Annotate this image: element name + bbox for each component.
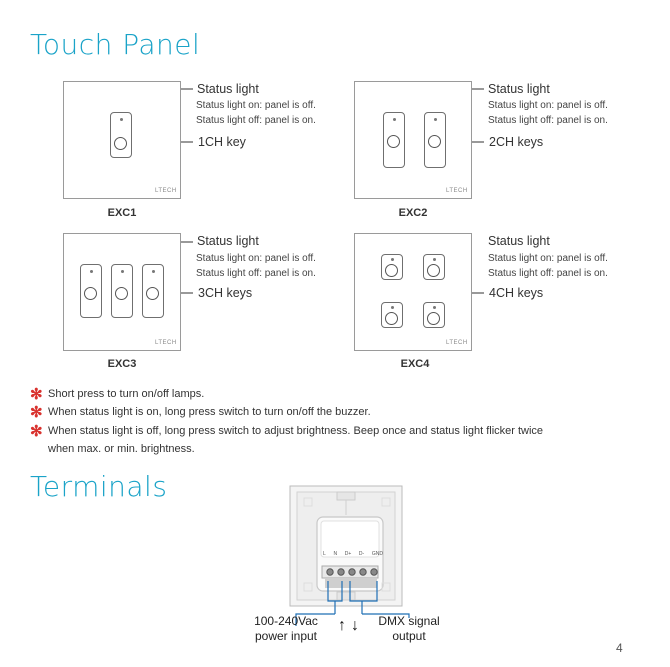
- exc4-key-4: [423, 302, 445, 328]
- exc4-status-on: Status light on: panel is off.: [488, 253, 608, 264]
- exc4-key-2: [423, 254, 445, 280]
- arrow-up-icon: ↑: [338, 617, 346, 634]
- exc1-status-title: Status light: [197, 82, 259, 96]
- power-icon: [385, 264, 398, 277]
- exc1-status-off: Status light off: panel is on.: [196, 115, 316, 126]
- panel-logo: LTECH: [446, 188, 468, 194]
- exc2-status-on: Status light on: panel is off.: [488, 100, 608, 111]
- exc3-panel: [63, 233, 181, 351]
- power-icon: [114, 137, 127, 150]
- dmx-label-line1: DMX signal: [378, 614, 440, 628]
- panel-logo: LTECH: [446, 340, 468, 346]
- exc3-key-1: [80, 264, 102, 318]
- power-input-label: [240, 614, 332, 644]
- exc1-label: EXC1: [107, 207, 137, 219]
- arrow-down-icon: ↓: [351, 617, 359, 634]
- note-1: Short press to turn on/off lamps.: [48, 388, 205, 400]
- exc3-key-2: [111, 264, 133, 318]
- exc4-status-off: Status light off: panel is on.: [488, 268, 608, 279]
- power-icon: [427, 264, 440, 277]
- exc2-label: EXC2: [398, 207, 428, 219]
- note-marker-icon: ✻: [30, 423, 43, 440]
- dmx-output-label: [366, 614, 452, 644]
- dmx-label-line2: output: [392, 629, 426, 643]
- panel-logo: LTECH: [155, 188, 177, 194]
- exc2-status-off: Status light off: panel is on.: [488, 115, 608, 126]
- exc2-key-1: [383, 112, 405, 168]
- power-icon: [115, 287, 128, 300]
- terminal-module-drawing: [290, 486, 402, 606]
- page-number: 4: [616, 641, 623, 655]
- panel-logo: LTECH: [155, 340, 177, 346]
- note-marker-icon: ✻: [30, 386, 43, 403]
- terminals-title: Terminals: [30, 470, 168, 503]
- power-icon: [146, 287, 159, 300]
- exc4-status-title: Status light: [488, 234, 550, 248]
- note-marker-icon: ✻: [30, 404, 43, 421]
- exc4-panel: [354, 233, 472, 351]
- exc2-status-title: Status light: [488, 82, 550, 96]
- power-icon: [427, 312, 440, 325]
- pin-label: GND: [371, 551, 383, 557]
- power-label-line1: 100-240Vac: [254, 614, 318, 628]
- exc3-keys-label: 3CH keys: [198, 286, 253, 300]
- power-icon: [387, 135, 400, 148]
- exc1-panel: [63, 81, 181, 199]
- pin-label: D+: [344, 551, 352, 557]
- pin-labels: [323, 551, 383, 557]
- exc3-status-off: Status light off: panel is on.: [196, 268, 316, 279]
- exc2-key-2: [424, 112, 446, 168]
- exc3-status-title: Status light: [197, 234, 259, 248]
- exc1-key-1: [110, 112, 132, 158]
- note-3-cont: when max. or min. brightness.: [48, 443, 195, 455]
- exc4-label: EXC4: [400, 358, 430, 370]
- exc4-key-1: [381, 254, 403, 280]
- note-2: When status light is on, long press switch to turn on/off the buzzer.: [48, 406, 371, 418]
- touch-panel-title: Touch Panel: [30, 28, 201, 61]
- note-3: When status light is off, long press switch to adjust brightness. Beep once and status light flicker twice: [48, 425, 544, 437]
- pin-label: N: [333, 551, 338, 557]
- pin-label: D-: [358, 551, 365, 557]
- exc3-key-3: [142, 264, 164, 318]
- power-label-line2: power input: [254, 629, 318, 643]
- exc3-label: EXC3: [107, 358, 137, 370]
- exc1-keys-label: 1CH key: [198, 135, 246, 149]
- exc2-panel: [354, 81, 472, 199]
- exc1-status-on: Status light on: panel is off.: [196, 100, 316, 111]
- power-icon: [84, 287, 97, 300]
- exc2-keys-label: 2CH keys: [489, 135, 544, 149]
- pin-label: L: [323, 551, 326, 557]
- exc4-key-3: [381, 302, 403, 328]
- power-icon: [428, 135, 441, 148]
- exc3-status-on: Status light on: panel is off.: [196, 253, 316, 264]
- power-icon: [385, 312, 398, 325]
- exc4-keys-label: 4CH keys: [489, 286, 544, 300]
